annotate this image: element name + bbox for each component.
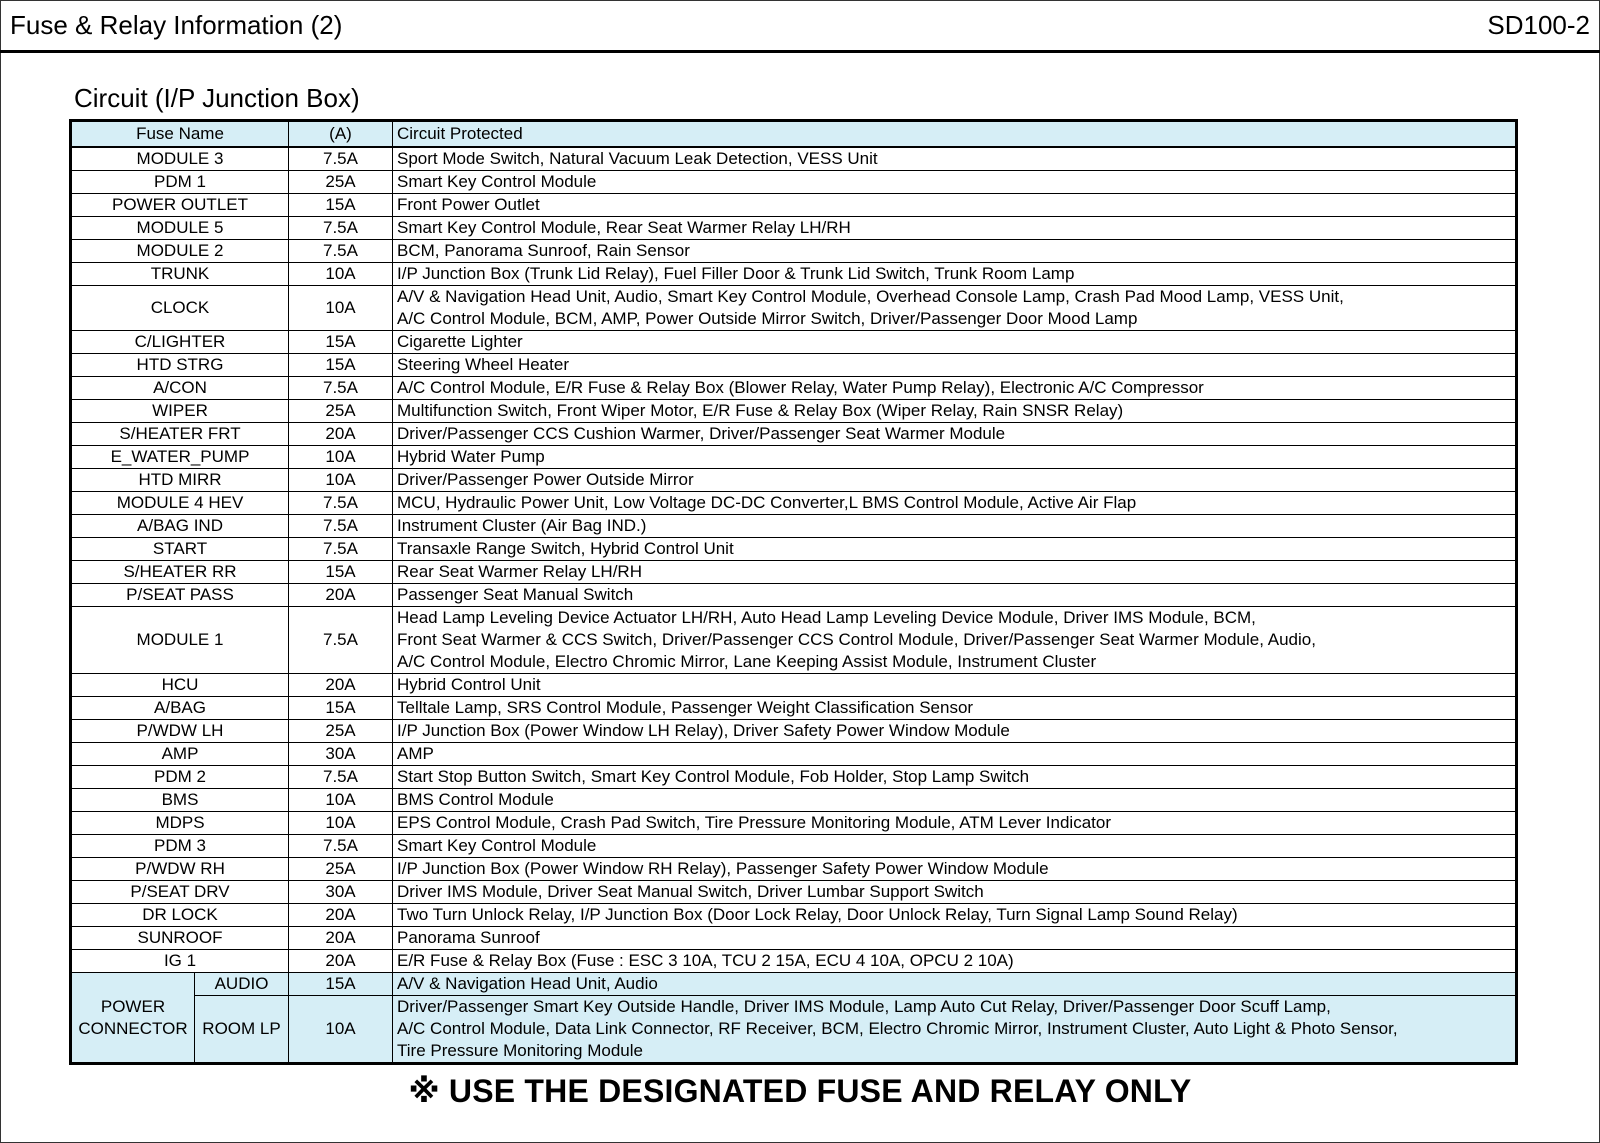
table-row — [71, 263, 1517, 286]
power-connector-label-line2: CONNECTOR — [78, 1018, 188, 1038]
page-code: SD100-2 — [1487, 10, 1590, 40]
fuse-name-cell: MODULE 5 — [71, 217, 289, 240]
fuse-name-cell: AMP — [71, 743, 289, 766]
amperage-cell: 10A — [289, 996, 393, 1064]
fuse-name-cell: TRUNK — [71, 263, 289, 286]
circuit-cell: E/R Fuse & Relay Box (Fuse : ESC 3 10A, TCU 2 15A, ECU 4 10A, OPCU 2 10A) — [393, 950, 1517, 973]
fuse-name-cell: HTD MIRR — [71, 469, 289, 492]
table-row — [71, 377, 1517, 400]
table-row — [71, 766, 1517, 789]
table-row — [71, 584, 1517, 607]
amperage-cell: 20A — [289, 423, 393, 446]
table-row — [71, 927, 1517, 950]
page-header — [0, 0, 1600, 53]
amperage-cell: 15A — [289, 194, 393, 217]
table-row — [71, 743, 1517, 766]
table-row — [71, 171, 1517, 194]
circuit-cell: Sport Mode Switch, Natural Vacuum Leak Detection, VESS Unit — [393, 147, 1517, 171]
amperage-cell: 25A — [289, 171, 393, 194]
circuit-cell: Driver/Passenger Smart Key Outside Handle, Driver IMS Module, Lamp Auto Cut Relay, Driver/Passenger Door Scuff Lamp, A/C Control Module, Data Link Connector, RF Receiver, BCM, Electro Chromic Mirror, Instrument Cluster, Auto Light & Photo Sensor, Tire Pressure Monitoring Module — [393, 996, 1517, 1064]
table-row — [71, 674, 1517, 697]
table-row — [71, 331, 1517, 354]
circuit-cell: Instrument Cluster (Air Bag IND.) — [393, 515, 1517, 538]
table-row — [71, 835, 1517, 858]
circuit-cell: BMS Control Module — [393, 789, 1517, 812]
amperage-cell: 7.5A — [289, 147, 393, 171]
fuse-name-cell: A/BAG IND — [71, 515, 289, 538]
table-row — [71, 194, 1517, 217]
circuit-cell: A/C Control Module, E/R Fuse & Relay Box (Blower Relay, Water Pump Relay), Electronic A/C Compressor — [393, 377, 1517, 400]
amperage-cell: 20A — [289, 584, 393, 607]
table-row — [71, 217, 1517, 240]
table-row — [71, 147, 1517, 171]
amperage-cell: 15A — [289, 697, 393, 720]
fuse-name-cell: HTD STRG — [71, 354, 289, 377]
amperage-cell: 7.5A — [289, 217, 393, 240]
amperage-cell: 20A — [289, 904, 393, 927]
amperage-cell: 25A — [289, 400, 393, 423]
table-row — [71, 400, 1517, 423]
fuse-name-cell: MDPS — [71, 812, 289, 835]
power-connector-row — [71, 996, 1517, 1064]
amperage-cell: 7.5A — [289, 515, 393, 538]
amperage-cell: 20A — [289, 950, 393, 973]
amperage-cell: 15A — [289, 561, 393, 584]
circuit-cell: AMP — [393, 743, 1517, 766]
fuse-name-cell: P/SEAT DRV — [71, 881, 289, 904]
circuit-cell: Smart Key Control Module — [393, 835, 1517, 858]
fuse-name-cell: P/WDW LH — [71, 720, 289, 743]
power-connector-label-line1: POWER — [100, 996, 166, 1016]
circuit-cell: I/P Junction Box (Power Window LH Relay), Driver Safety Power Window Module — [393, 720, 1517, 743]
table-row — [71, 354, 1517, 377]
circuit-cell: BCM, Panorama Sunroof, Rain Sensor — [393, 240, 1517, 263]
fuse-name-cell: MODULE 1 — [71, 607, 289, 674]
fuse-name-cell: PDM 3 — [71, 835, 289, 858]
table-header-row — [71, 121, 1517, 148]
circuit-cell: Hybrid Water Pump — [393, 446, 1517, 469]
power-connector-row — [71, 973, 1517, 996]
table-row — [71, 538, 1517, 561]
column-header-fuse-name: Fuse Name — [71, 121, 289, 148]
fuse-name-cell: HCU — [71, 674, 289, 697]
page-title: Fuse & Relay Information (2) — [10, 10, 343, 40]
circuit-cell: Steering Wheel Heater — [393, 354, 1517, 377]
circuit-cell: Smart Key Control Module — [393, 171, 1517, 194]
amperage-cell: 20A — [289, 927, 393, 950]
table-row — [71, 423, 1517, 446]
amperage-cell: 15A — [289, 973, 393, 996]
fuse-name-cell: C/LIGHTER — [71, 331, 289, 354]
fuse-table-body — [71, 147, 1517, 1064]
fuse-name-cell: SUNROOF — [71, 927, 289, 950]
fuse-name-cell: BMS — [71, 789, 289, 812]
amperage-cell: 7.5A — [289, 766, 393, 789]
circuit-cell: A/V & Navigation Head Unit, Audio — [393, 973, 1517, 996]
circuit-cell: Multifunction Switch, Front Wiper Motor, E/R Fuse & Relay Box (Wiper Relay, Rain SNSR Relay) — [393, 400, 1517, 423]
amperage-cell: 10A — [289, 263, 393, 286]
power-connector-label — [71, 973, 195, 1064]
footer-warning: ※ USE THE DESIGNATED FUSE AND RELAY ONLY — [408, 1073, 1192, 1109]
table-row — [71, 881, 1517, 904]
fuse-name-cell: PDM 1 — [71, 171, 289, 194]
section-title: Circuit (I/P Junction Box) — [74, 83, 360, 113]
table-row — [71, 720, 1517, 743]
amperage-cell: 7.5A — [289, 240, 393, 263]
circuit-cell: I/P Junction Box (Power Window RH Relay), Passenger Safety Power Window Module — [393, 858, 1517, 881]
fuse-name-cell: DR LOCK — [71, 904, 289, 927]
amperage-cell: 20A — [289, 674, 393, 697]
amperage-cell: 10A — [289, 446, 393, 469]
amperage-cell: 10A — [289, 789, 393, 812]
amperage-cell: 7.5A — [289, 538, 393, 561]
fuse-name-cell: P/WDW RH — [71, 858, 289, 881]
amperage-cell: 7.5A — [289, 492, 393, 515]
fuse-name-cell: A/CON — [71, 377, 289, 400]
amperage-cell: 25A — [289, 720, 393, 743]
fuse-name-cell: PDM 2 — [71, 766, 289, 789]
fuse-name-cell: AUDIO — [195, 973, 289, 996]
amperage-cell: 7.5A — [289, 607, 393, 674]
circuit-cell: Cigarette Lighter — [393, 331, 1517, 354]
fuse-name-cell: P/SEAT PASS — [71, 584, 289, 607]
column-header-amperage: (A) — [289, 121, 393, 148]
amperage-cell: 10A — [289, 812, 393, 835]
amperage-cell: 10A — [289, 286, 393, 331]
table-row — [71, 286, 1517, 331]
circuit-cell: Driver/Passenger Power Outside Mirror — [393, 469, 1517, 492]
circuit-cell: Driver/Passenger CCS Cushion Warmer, Driver/Passenger Seat Warmer Module — [393, 423, 1517, 446]
fuse-name-cell: POWER OUTLET — [71, 194, 289, 217]
table-row — [71, 607, 1517, 674]
circuit-cell: Front Power Outlet — [393, 194, 1517, 217]
table-row — [71, 515, 1517, 538]
circuit-cell: A/V & Navigation Head Unit, Audio, Smart Key Control Module, Overhead Console Lamp, Crash Pad Mood Lamp, VESS Unit, A/C Control Module, BCM, AMP, Power Outside Mirror Switch, Driver/Passenger Door Mood Lamp — [393, 286, 1517, 331]
circuit-cell: Driver IMS Module, Driver Seat Manual Switch, Driver Lumbar Support Switch — [393, 881, 1517, 904]
circuit-cell: Transaxle Range Switch, Hybrid Control Unit — [393, 538, 1517, 561]
table-row — [71, 469, 1517, 492]
table-row — [71, 858, 1517, 881]
fuse-name-cell: WIPER — [71, 400, 289, 423]
fuse-name-cell: A/BAG — [71, 697, 289, 720]
table-row — [71, 561, 1517, 584]
table-row — [71, 240, 1517, 263]
table-row — [71, 492, 1517, 515]
table-row — [71, 950, 1517, 973]
amperage-cell: 30A — [289, 881, 393, 904]
fuse-name-cell: ROOM LP — [195, 996, 289, 1064]
table-row — [71, 789, 1517, 812]
fuse-name-cell: MODULE 4 HEV — [71, 492, 289, 515]
amperage-cell: 7.5A — [289, 835, 393, 858]
circuit-cell: Rear Seat Warmer Relay LH/RH — [393, 561, 1517, 584]
amperage-cell: 15A — [289, 354, 393, 377]
table-row — [71, 446, 1517, 469]
fuse-name-cell: MODULE 2 — [71, 240, 289, 263]
circuit-cell: Hybrid Control Unit — [393, 674, 1517, 697]
circuit-cell: MCU, Hydraulic Power Unit, Low Voltage DC-DC Converter,L BMS Control Module, Active Air Flap — [393, 492, 1517, 515]
fuse-table — [69, 119, 1518, 1065]
amperage-cell: 7.5A — [289, 377, 393, 400]
fuse-name-cell: S/HEATER RR — [71, 561, 289, 584]
fuse-name-cell: S/HEATER FRT — [71, 423, 289, 446]
circuit-cell: Head Lamp Leveling Device Actuator LH/RH, Auto Head Lamp Leveling Device Module, Driver IMS Module, BCM, Front Seat Warmer & CCS Switch, Driver/Passenger CCS Control Module, Driver/Passenger Seat Warmer Module, Audio, A/C Control Module, Electro Chromic Mirror, Lane Keeping Assist Module, Instrument Cluster — [393, 607, 1517, 674]
fuse-name-cell: START — [71, 538, 289, 561]
amperage-cell: 30A — [289, 743, 393, 766]
circuit-cell: I/P Junction Box (Trunk Lid Relay), Fuel Filler Door & Trunk Lid Switch, Trunk Room Lamp — [393, 263, 1517, 286]
table-row — [71, 697, 1517, 720]
table-row — [71, 904, 1517, 927]
fuse-name-cell: CLOCK — [71, 286, 289, 331]
circuit-cell: Smart Key Control Module, Rear Seat Warmer Relay LH/RH — [393, 217, 1517, 240]
circuit-cell: Start Stop Button Switch, Smart Key Control Module, Fob Holder, Stop Lamp Switch — [393, 766, 1517, 789]
circuit-cell: Telltale Lamp, SRS Control Module, Passenger Weight Classification Sensor — [393, 697, 1517, 720]
amperage-cell: 10A — [289, 469, 393, 492]
amperage-cell: 15A — [289, 331, 393, 354]
fuse-name-cell: MODULE 3 — [71, 147, 289, 171]
circuit-cell: Panorama Sunroof — [393, 927, 1517, 950]
circuit-cell: Passenger Seat Manual Switch — [393, 584, 1517, 607]
circuit-cell: Two Turn Unlock Relay, I/P Junction Box (Door Lock Relay, Door Unlock Relay, Turn Signal Lamp Sound Relay) — [393, 904, 1517, 927]
fuse-name-cell: IG 1 — [71, 950, 289, 973]
circuit-cell: EPS Control Module, Crash Pad Switch, Tire Pressure Monitoring Module, ATM Lever Indicator — [393, 812, 1517, 835]
column-header-circuit: Circuit Protected — [393, 121, 1517, 148]
table-row — [71, 812, 1517, 835]
fuse-name-cell: E_WATER_PUMP — [71, 446, 289, 469]
amperage-cell: 25A — [289, 858, 393, 881]
